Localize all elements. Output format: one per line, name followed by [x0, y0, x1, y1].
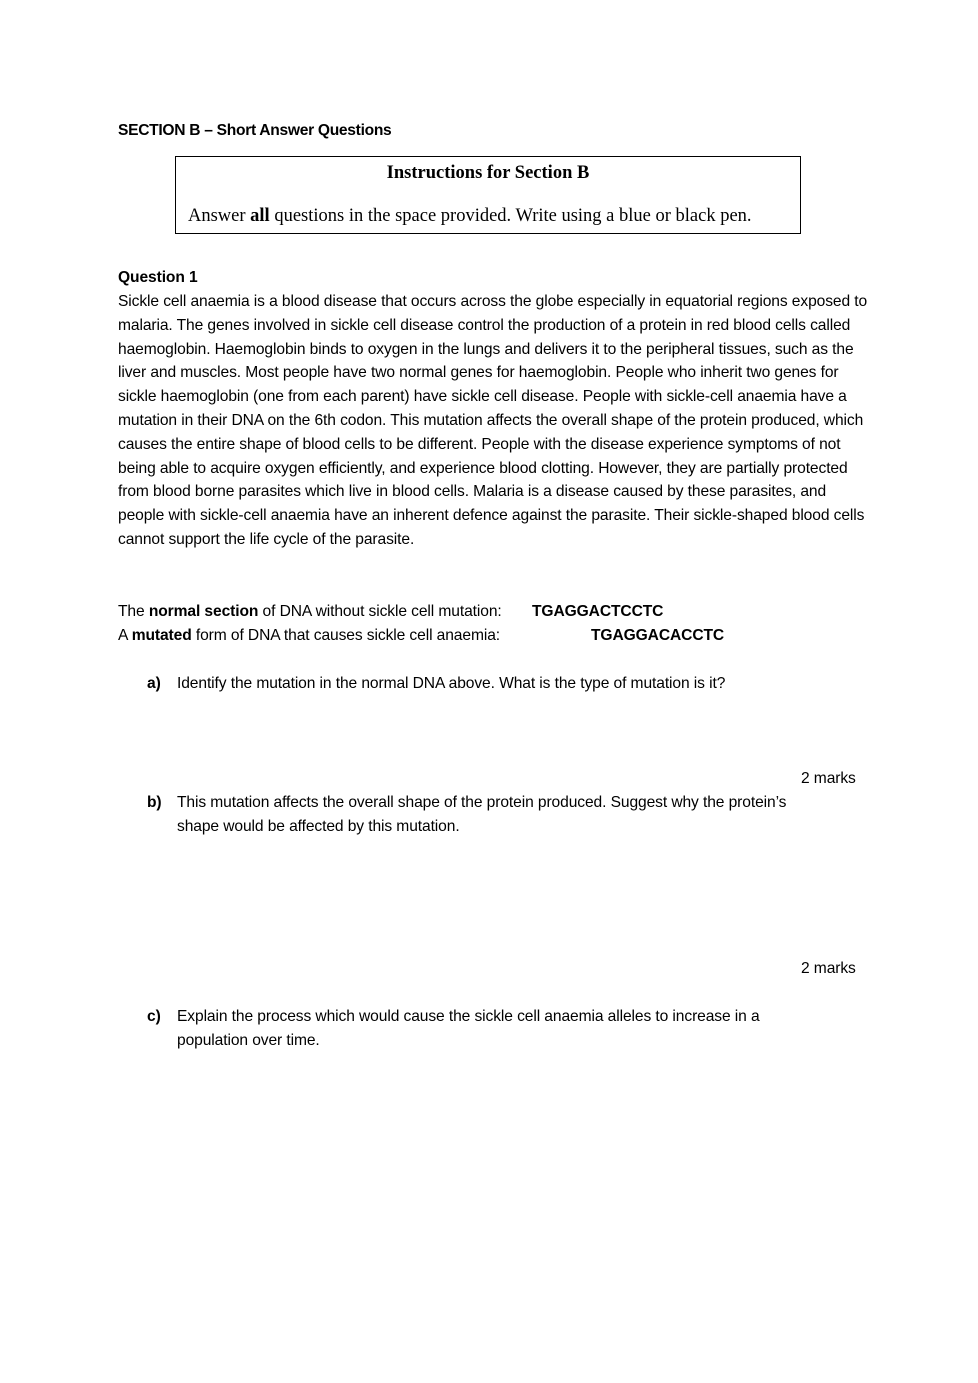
- part-b-text: This mutation affects the overall shape of the protein produced. Suggest why the protein’s shape would be affected by this mutation.: [177, 794, 787, 835]
- mutated-dna-line: [118, 624, 500, 648]
- normal-dna-line: [118, 600, 502, 624]
- question-heading: Question 1: [118, 269, 198, 286]
- mutated-dna-prefix: A: [118, 627, 132, 644]
- part-a-marks: 2 marks: [801, 770, 856, 787]
- instructions-text-after: questions in the space provided. Write using a blue or black pen.: [269, 206, 752, 226]
- normal-dna-sequence: TGAGGACTCCTC: [532, 603, 664, 620]
- instructions-text-bold: all: [250, 206, 270, 226]
- part-c-text: Explain the process which would cause the sickle cell anaemia alleles to increase in a population over time.: [177, 1008, 760, 1049]
- mutated-dna-bold: mutated: [131, 627, 192, 644]
- part-b-label: b): [147, 794, 162, 811]
- instructions-text-before: Answer: [188, 206, 251, 226]
- normal-dna-suffix: of DNA without sickle cell mutation:: [258, 603, 502, 620]
- instructions-box: [175, 156, 801, 234]
- section-title: SECTION B – Short Answer Questions: [118, 122, 392, 139]
- part-c-label: c): [147, 1008, 161, 1025]
- instructions-text: [188, 206, 752, 227]
- mutated-dna-suffix: form of DNA that causes sickle cell anaemia:: [191, 627, 501, 644]
- question-body: Sickle cell anaemia is a blood disease that occurs across the globe especially in equatorial regions exposed to malaria. The genes involved in sickle cell disease control the production of a protein in red blood cells called haemoglobin. Haemoglobin binds to oxygen in the lungs and delivers it to the peripheral tissues, such as the liver and muscles. Most people have two normal genes for haemoglobin. People who inherit two genes for sickle haemoglobin (one from each parent) have sickle cell disease. People with sickle-cell anaemia have a mutation in their DNA on the 6th codon. This mutation affects the overall shape of the protein produced, which causes the entire shape of blood cells to be different. People with the disease experience symptoms of not being able to acquire oxygen efficiently, and experience blood clotting. However, they are partially protected from blood borne parasites which live in blood cells. Malaria is a disease caused by these parasites, and people with sickle-cell anaemia have an inherent defence against the parasite. Their sickle-shaped blood cells cannot support the life cycle of the parasite.: [118, 293, 868, 548]
- normal-dna-bold: normal section: [148, 603, 259, 620]
- part-a-text: Identify the mutation in the normal DNA above. What is the type of mutation is it?: [177, 675, 726, 692]
- mutated-dna-sequence: TGAGGACACCTC: [591, 627, 725, 644]
- part-a-label: a): [147, 675, 161, 692]
- instructions-title: Instructions for Section B: [386, 163, 590, 183]
- normal-dna-prefix: The: [118, 603, 149, 620]
- part-b-marks: 2 marks: [801, 960, 856, 977]
